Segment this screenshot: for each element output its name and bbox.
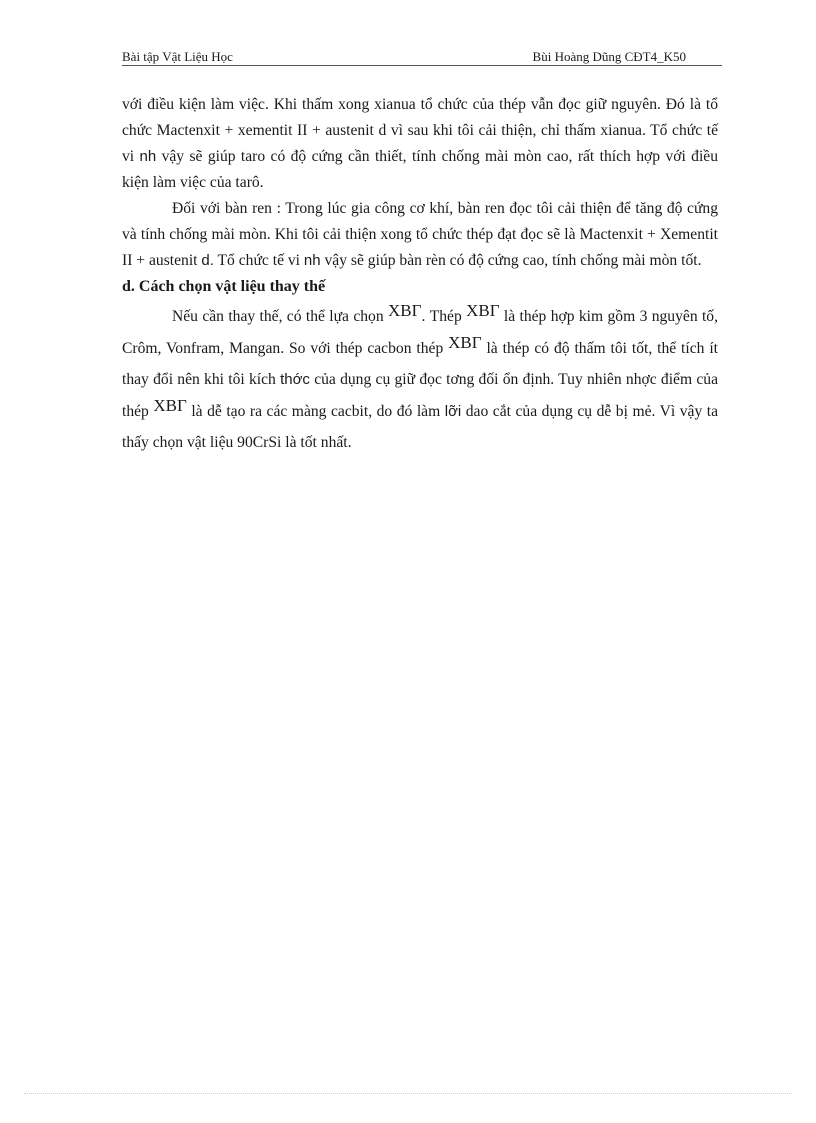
paragraph-3-text-c: là thép hợp kim gồm 3 nguyên tố, Crôm, Vonfram, Mangan. So với thép cacbon thép xyxy=(122,308,718,357)
paragraph-3-text-b: . Thép xyxy=(421,308,467,325)
page-bottom-divider xyxy=(24,1093,792,1094)
section-heading: d. Cách chọn vật liệu thay thế xyxy=(122,278,326,295)
paragraph-3-text-g: dao cắt của dụng cụ dễ bị mẻ. Vì vậy ta thấy chọn vật liệu 90CrSi là tốt nhất. xyxy=(122,403,719,451)
paragraph-3 xyxy=(122,300,718,458)
steel-grade-symbol: ХВГ xyxy=(448,333,482,352)
paragraph-2-text-a: Đối với bàn ren : Trong lúc gia công cơ khí, bàn ren đọc tôi cải thiện để tăng độ cứng và tính chống mài mòn. Khi tôi cải thiện xong tổ chức thép đạt đọc sẽ là Mactenxit + Xementit II + austenit xyxy=(122,200,718,269)
paragraph-2-word-d: d. xyxy=(201,252,214,269)
paragraph-2-text-c: vậy sẽ giúp bàn rèn có độ cứng cao, tính chống mài mòn tốt. xyxy=(320,252,702,269)
steel-grade-symbol: ХВГ xyxy=(466,301,500,320)
paragraph-2-word-nh: nh xyxy=(303,252,321,269)
paragraph-3-text-e: của dụng cụ giữ đọc tơng đối ổn định. Tuy nhiên nhợc điểm của thép xyxy=(122,371,719,420)
paragraph-1-text-b: vậy sẽ giúp taro có độ cứng cần thiết, tính chống mài mòn cao, rất thích hợp với điều kiện làm việc của tarô. xyxy=(122,148,719,191)
paragraph-3-text-f: là dễ tạo ra các màng cacbit, do đó làm xyxy=(186,403,445,420)
paragraph-1 xyxy=(122,92,718,196)
paragraph-1-text-a: với điều kiện làm việc. Khi thấm xong xianua tổ chức của thép vẫn đọc giữ nguyên. Đó là tổ chức Mactenxit + xementit II + austenit d vì sau khi tôi cải thiện, chỉ thấm xianua. Tổ chức tế vi xyxy=(122,96,718,165)
paragraph-2-text-b: Tổ chức tế vi xyxy=(213,252,304,269)
page-header xyxy=(122,49,722,66)
document-body xyxy=(122,92,718,458)
paragraph-3-text-d: là thép có độ thấm tôi tốt, thể tích ít thay đổi nên khi tôi kích xyxy=(122,340,718,388)
paragraph-2 xyxy=(122,196,718,274)
paragraph-3-word-thoc: thớc xyxy=(280,371,310,388)
header-author: Bùi Hoàng Dũng CĐT4_K50 xyxy=(532,49,686,64)
paragraph-1-word-nh: nh xyxy=(139,148,157,165)
paragraph-3-word-loi: lỡi xyxy=(444,403,462,420)
header-title: Bài tập Vật Liệu Học xyxy=(122,49,233,64)
steel-grade-symbol: ХВГ xyxy=(153,396,187,415)
steel-grade-symbol: ХВГ xyxy=(388,301,422,320)
paragraph-3-text-a: Nếu cần thay thế, có thể lựa chọn xyxy=(172,308,388,325)
